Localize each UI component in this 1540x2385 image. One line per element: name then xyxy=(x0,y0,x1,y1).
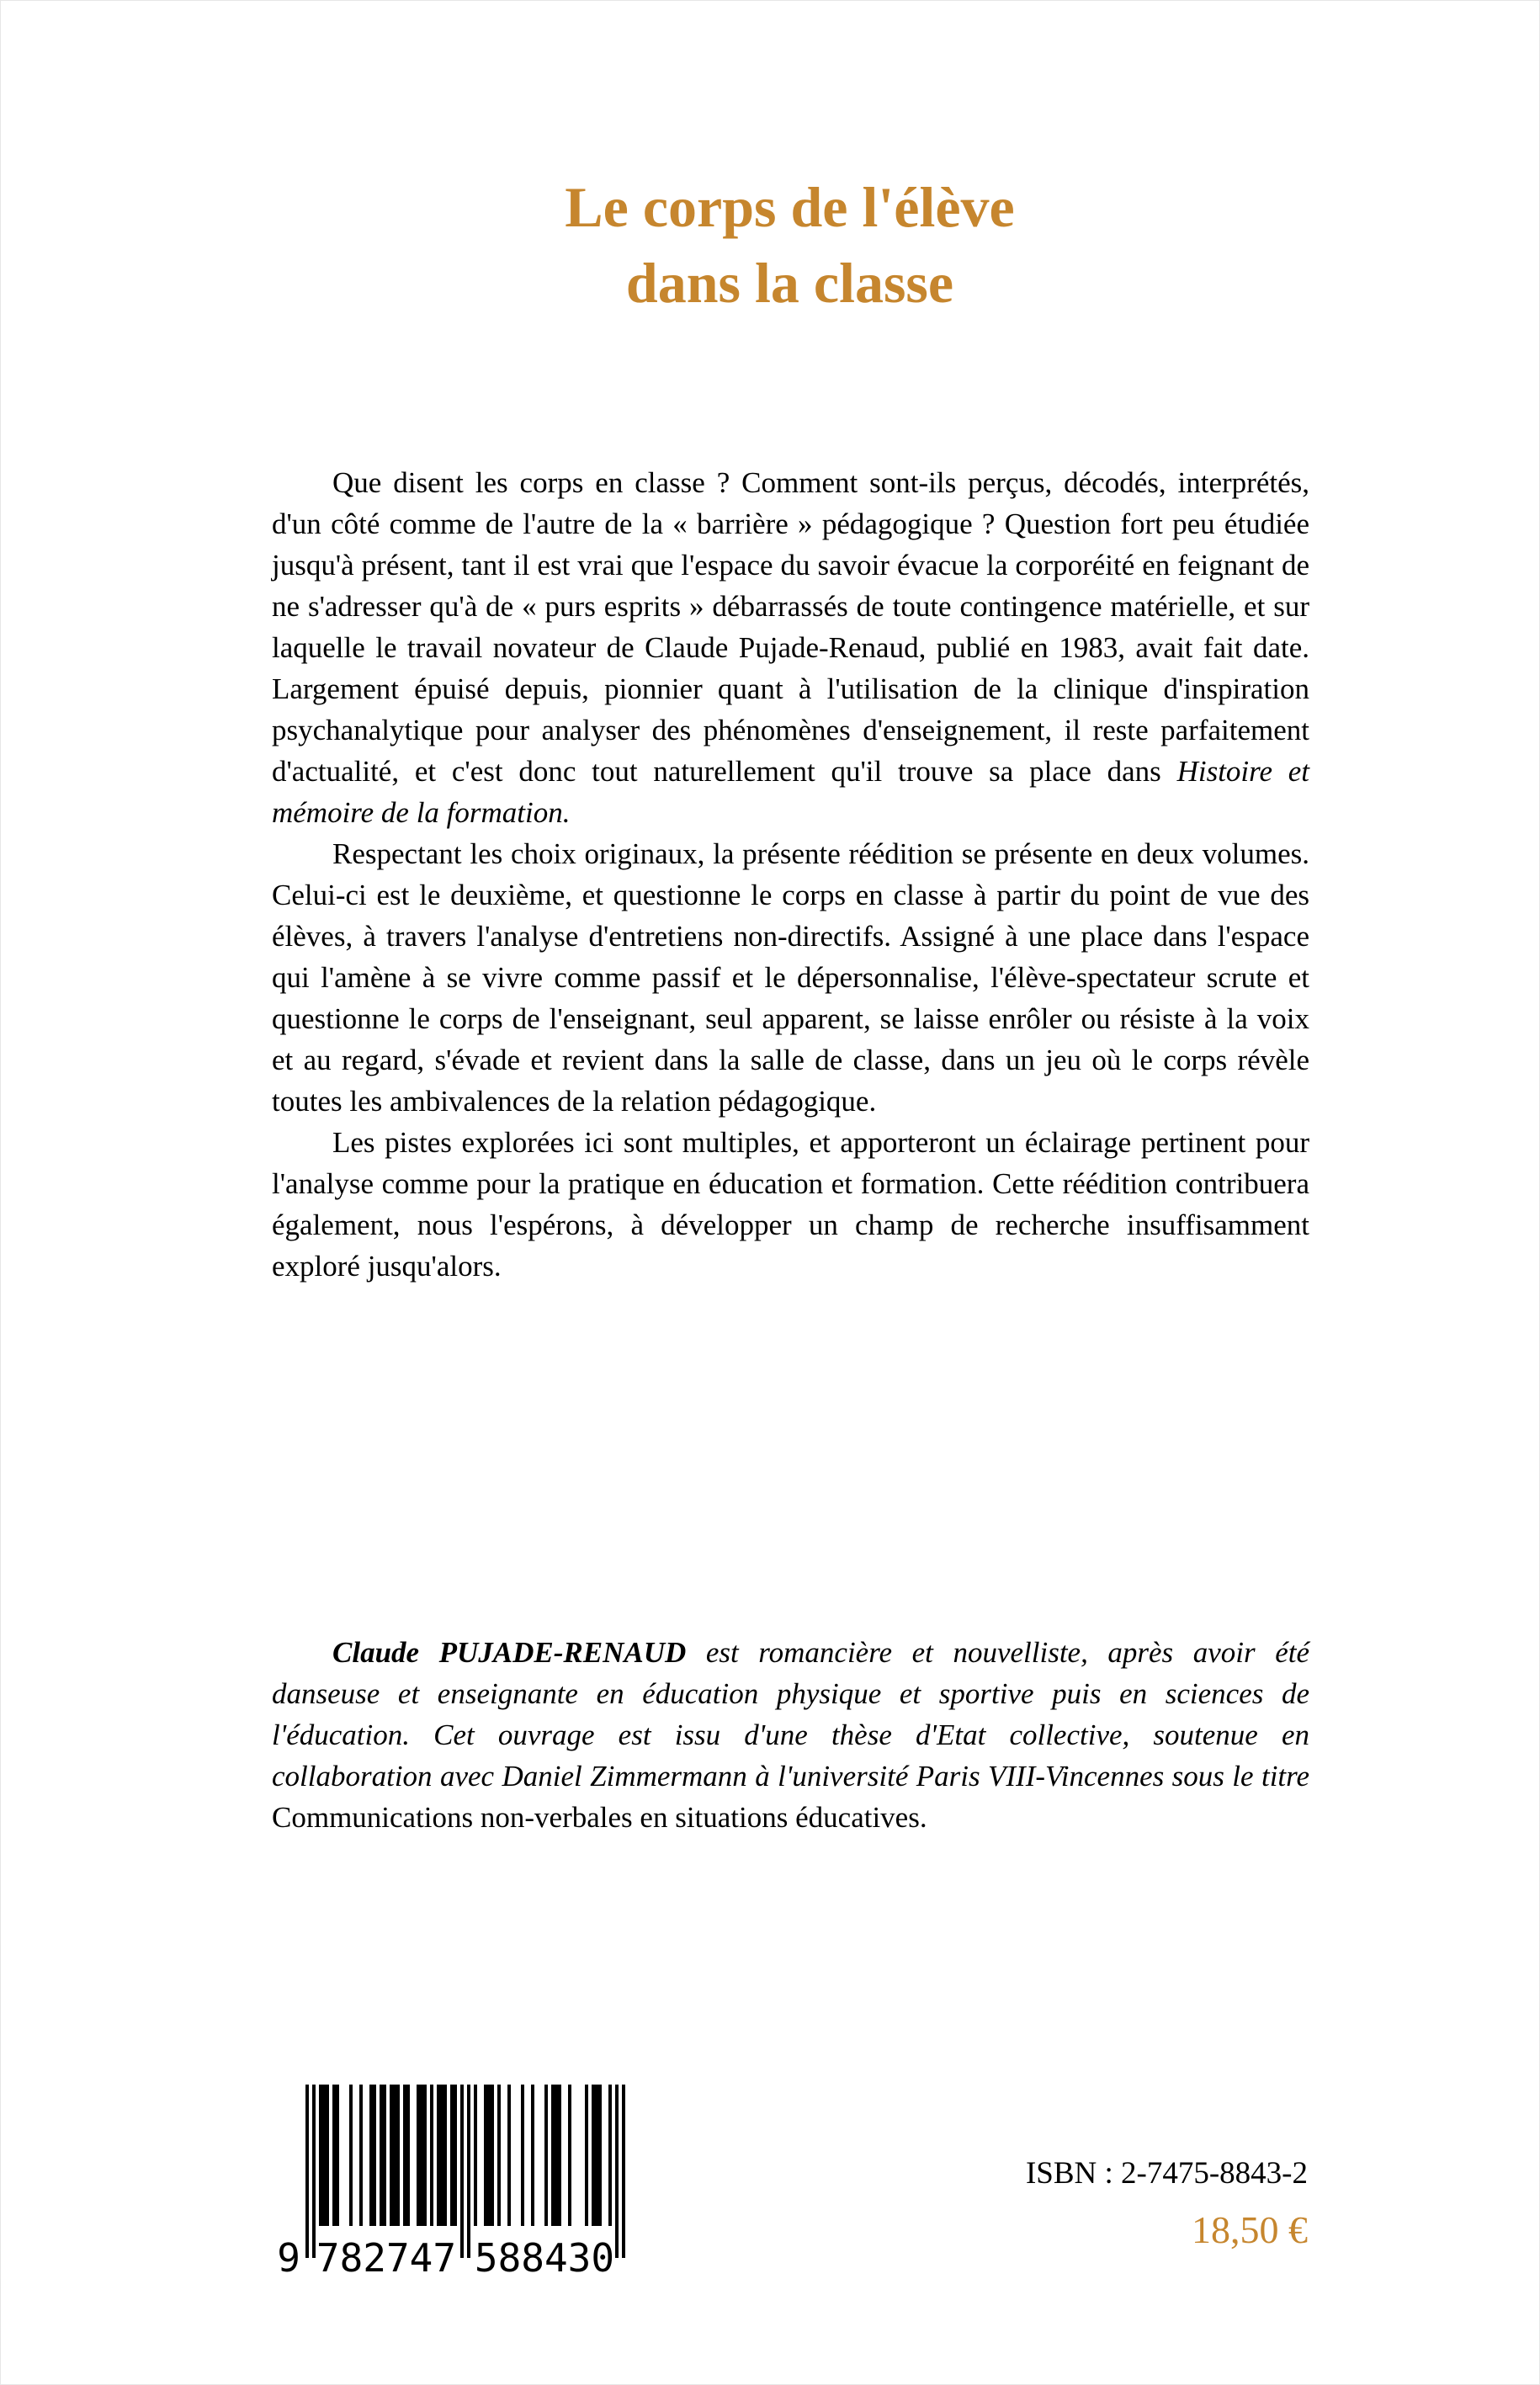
synopsis xyxy=(272,462,1309,1287)
barcode-bars xyxy=(305,2085,625,2258)
isbn-number: ISBN : 2-7475-8843-2 xyxy=(1025,2156,1308,2191)
barcode-digits-left: 782747 xyxy=(316,2235,457,2281)
synopsis-paragraph-1-text: Que disent les corps en classe ? Comment sont-ils perçus, décodés, interprétés, d'un côté comme de l'autre de la « barrière » pédagogique ? Question fort peu étudiée jusqu'à présent, tant il est vrai que l'espace du savoir évacue la corporéité en feignant de ne s'adresser qu'à de « purs esprits » débarrassés de toute contingence matérielle, et sur laquelle le travail novateur de Claude Pujade-Renaud, publié en 1983, avait fait date. Largement épuisé depuis, pionnier quant à l'utilisation de la clinique d'inspiration psychanalytique pour analyser des phénomènes d'enseignement, il reste parfaitement d'actualité, et c'est donc tout naturellement qu'il trouve sa place dans xyxy=(272,466,1309,788)
thesis-title: Communications non-verbales en situations éducatives. xyxy=(272,1801,927,1834)
synopsis-paragraph-2: Respectant les choix originaux, la présente réédition se présente en deux volumes. Celui-ci est le deuxième, et questionne le corps en classe à partir du point de vue des élèves, à travers l'analyse d'entretiens non-directifs. Assigné à une place dans l'espace qui l'amène à se vivre comme passif et le dépersonnalise, l'élève-spectateur scrute et questionne le corps de l'enseignant, seul apparent, se laisse enrôler ou résiste à la voix et au regard, s'évade et revient dans la salle de classe, dans un jeu où le corps révèle toutes les ambivalences de la relation pédagogique. xyxy=(272,837,1309,1118)
book-title-line2: dans la classe xyxy=(625,251,954,315)
author-bio-text: est romancière et nouvelliste, après avoir été danseuse et enseignante en éducation physique et sportive puis en sciences de l'éducation. Cet ouvrage est issu d'une thèse d'Etat collective, soutenue en collaboration avec Daniel Zimmermann à l'université Paris VIII-Vincennes sous le titre xyxy=(272,1636,1309,1793)
book-title xyxy=(270,169,1309,321)
author-name: Claude PUJADE-RENAUD xyxy=(332,1636,687,1669)
synopsis-paragraph-3: Les pistes explorées ici sont multiples, et apporteront un éclairage pertinent pour l'analyse comme pour la pratique en éducation et formation. Cette réédition contribuera également, nous l'espérons, à développer un champ de recherche insuffisamment exploré jusqu'alors. xyxy=(272,1126,1309,1283)
author-bio-paragraph xyxy=(272,1632,1309,1838)
ean13-barcode xyxy=(260,2085,656,2287)
book-title-line1: Le corps de l'élève xyxy=(565,175,1015,239)
author-bio xyxy=(272,1632,1309,1838)
referenced-work-title: Histoire et mémoire de la formation. xyxy=(272,755,1310,829)
barcode-digit-first: 9 xyxy=(277,2235,300,2281)
synopsis-paragraph-1 xyxy=(272,462,1309,833)
barcode-digits-right: 588430 xyxy=(474,2235,615,2281)
price: 18,50 € xyxy=(1192,2208,1308,2251)
